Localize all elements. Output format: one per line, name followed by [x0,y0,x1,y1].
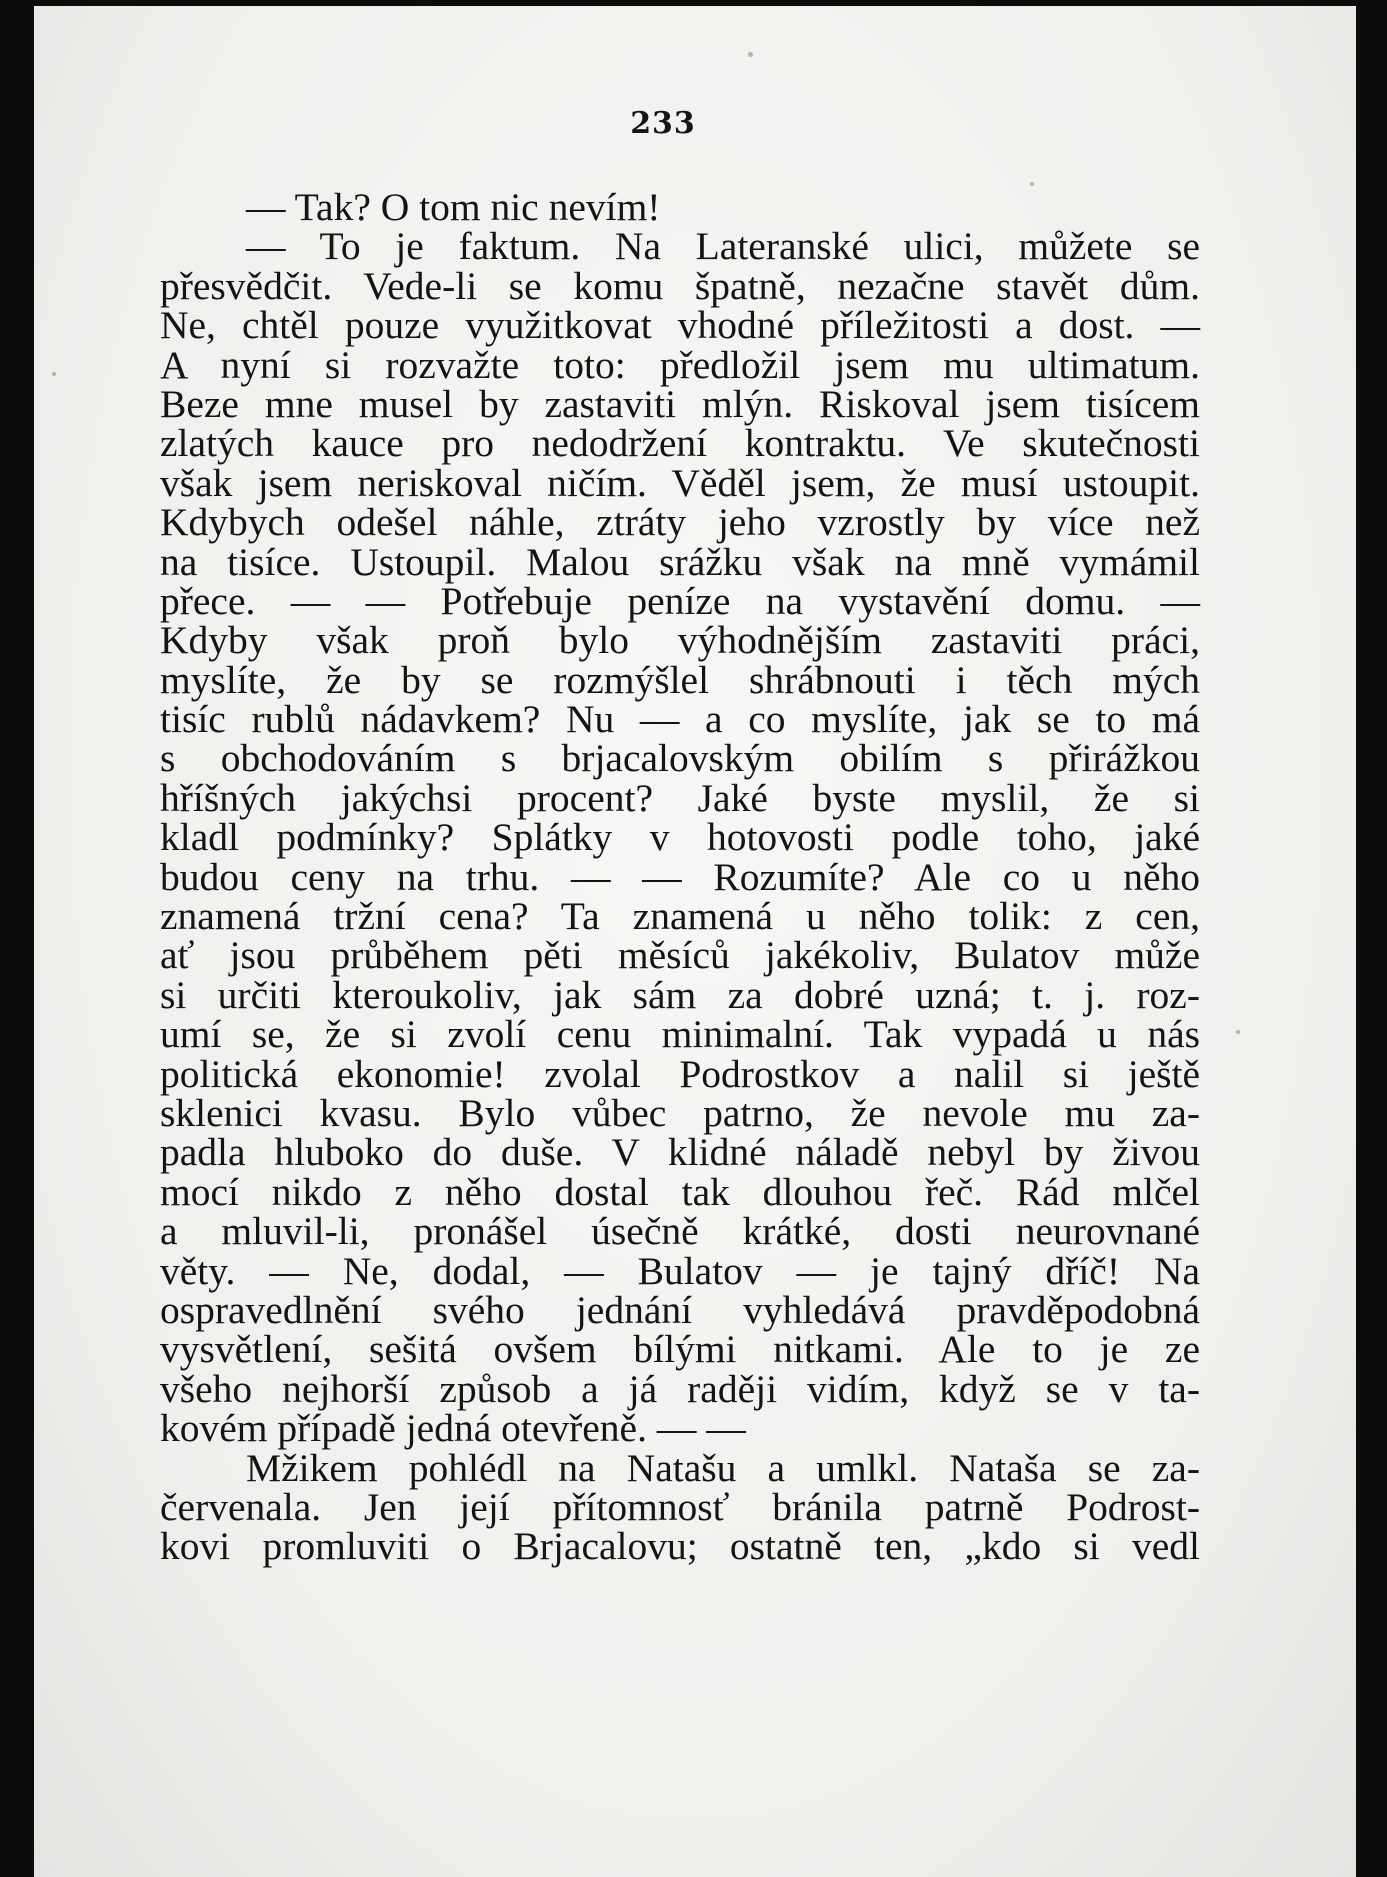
text-line: Kdybych odešel náhle, ztráty jeho vzrostly by více než [160,500,1200,545]
text-line: tisíc rublů nádavkem? Nu — a co myslíte, jak se to má [160,697,1200,742]
text-line: Beze mne musel by zastaviti mlýn. Riskoval jsem tisícem [160,381,1200,426]
text-line: přesvědčit. Vede-li se komu špatně, nezačne stavět dům. [160,263,1200,308]
text-line: padla hluboko do duše. V klidné náladě nebyl by živou [160,1130,1200,1175]
text-line: A nyní si rozvažte toto: předložil jsem mu ultimatum. [160,342,1200,387]
text-line: si určiti kteroukoliv, jak sám za dobré uzná; t. j. roz- [160,972,1200,1017]
text-line: budou ceny na trhu. — — Rozumíte? Ale co u něho [160,854,1200,899]
text-line: — Tak? O tom nic nevím! [246,185,661,229]
text-line: ospravedlnění svého jednání vyhledává pravděpodobná [160,1287,1200,1332]
paper-speck [1030,182,1034,186]
text-line: všeho nejhorší způsob a já raději vidím, když se v ta- [160,1366,1200,1411]
text-line: Kdyby však proň bylo výhodnějším zastaviti práci, [160,618,1200,663]
text-line: s obchodováním s brjacalovským obilím s přirážkou [160,736,1200,781]
text-line: přece. — — Potřebuje peníze na vystavění domu. — [160,578,1200,623]
text-line: ať jsou průběhem pěti měsíců jakékoliv, Bulatov může [160,933,1200,978]
text-line: kovi promluviti o Brjacalovu; ostatně ten, „kdo si vedl [160,1524,1200,1569]
text-line: věty. — Ne, dodal, — Bulatov — je tajný dříč! Na [160,1248,1200,1293]
body-text [160,185,1200,1569]
page-number: 233 [630,106,696,141]
paper-speck [1236,1030,1240,1034]
text-line: vysvětlení, sešitá ovšem bílými nitkami. Ale to je ze [160,1327,1200,1372]
text-line: politická ekonomie! zvolal Podrostkov a nalil si ještě [160,1051,1200,1096]
text-line: na tisíce. Ustoupil. Malou srážku však na mně vymámil [160,539,1200,584]
text-line: — To je faktum. Na Lateranské ulici, můžete se [246,224,1200,269]
text-line: myslíte, že by se rozmýšlel shrábnouti i těch mých [160,657,1200,702]
text-line: Ne, chtěl pouze využitkovat vhodné příležitosti a dost. — [160,303,1200,348]
text-line: umí se, že si zvolí cenu minimalní. Tak vypadá u nás [160,1012,1200,1057]
text-line: sklenici kvasu. Bylo vůbec patrno, že nevole mu za- [160,1090,1200,1135]
text-line: však jsem neriskoval ničím. Věděl jsem, že musí ustoupit. [160,460,1200,505]
text-line: Mžikem pohlédl na Natašu a umlkl. Nataša se za- [246,1445,1200,1490]
text-line: a mluvil-li, pronášel úsečně krátké, dosti neurovnané [160,1209,1200,1254]
text-line: zlatých kauce pro nedodržení kontraktu. Ve skutečnosti [160,421,1200,466]
text-line: kladl podmínky? Splátky v hotovosti podle toho, jaké [160,815,1200,860]
paper-speck [748,52,753,57]
text-line: kovém případě jedná otevřeně. — — [160,1406,746,1451]
text-line: červenala. Jen její přítomnosť bránila patrně Podrost- [160,1484,1200,1529]
text-line: znamená tržní cena? Ta znamená u něho tolik: z cen, [160,894,1200,939]
paper-speck [52,372,56,376]
text-line: mocí nikdo z něho dostal tak dlouhou řeč. Rád mlčel [160,1169,1200,1214]
text-line: hříšných jakýchsi procent? Jaké byste myslil, že si [160,775,1200,820]
book-page [34,6,1356,1877]
